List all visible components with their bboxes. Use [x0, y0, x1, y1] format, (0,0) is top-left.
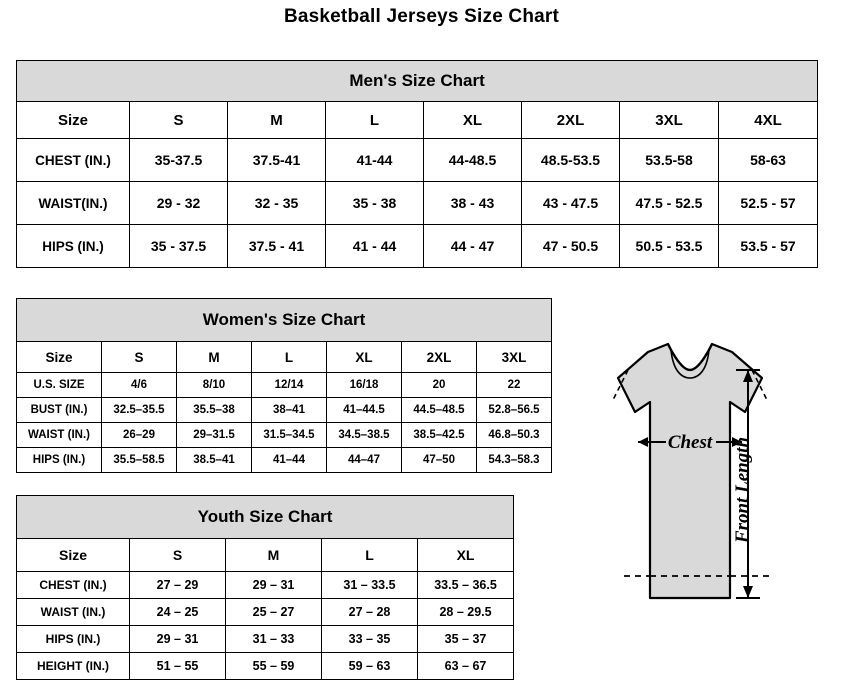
cell-waist-l: 35 - 38 — [326, 182, 424, 225]
mens-size-chart-table — [16, 60, 818, 268]
cell-hips-l: 41 - 44 — [326, 225, 424, 268]
cell-hips-s: 29 – 31 — [130, 626, 226, 653]
cell-hips-l: 41–44 — [252, 448, 327, 473]
table-row — [17, 398, 552, 423]
table-row — [17, 139, 818, 182]
row-label-chest: CHEST (IN.) — [17, 139, 130, 182]
cell-chest-s: 27 – 29 — [130, 572, 226, 599]
cell-ussize-xl: 16/18 — [327, 373, 402, 398]
col-header-l: L — [322, 539, 418, 572]
cell-height-s: 51 – 55 — [130, 653, 226, 680]
cell-waist-xl: 34.5–38.5 — [327, 423, 402, 448]
cell-hips-s: 35.5–58.5 — [102, 448, 177, 473]
cell-bust-m: 35.5–38 — [177, 398, 252, 423]
cell-height-l: 59 – 63 — [322, 653, 418, 680]
col-header-s: S — [130, 102, 228, 139]
womens-chart-title: Women's Size Chart — [17, 299, 552, 342]
row-label-waist: WAIST (IN.) — [17, 423, 102, 448]
cell-chest-2xl: 48.5-53.5 — [522, 139, 620, 182]
col-header-xl: XL — [424, 102, 522, 139]
youth-chart-title: Youth Size Chart — [17, 496, 514, 539]
cell-hips-l: 33 – 35 — [322, 626, 418, 653]
col-header-xl: XL — [418, 539, 514, 572]
cell-height-xl: 63 – 67 — [418, 653, 514, 680]
cell-ussize-3xl: 22 — [477, 373, 552, 398]
cell-hips-3xl: 50.5 - 53.5 — [620, 225, 719, 268]
col-header-3xl: 3XL — [477, 342, 552, 373]
cell-bust-3xl: 52.8–56.5 — [477, 398, 552, 423]
col-header-m: M — [228, 102, 326, 139]
cell-hips-xl: 44–47 — [327, 448, 402, 473]
table-row — [17, 448, 552, 473]
table-row — [17, 225, 818, 268]
row-label-us-size: U.S. SIZE — [17, 373, 102, 398]
col-header-2xl: 2XL — [402, 342, 477, 373]
col-header-m: M — [177, 342, 252, 373]
col-header-2xl: 2XL — [522, 102, 620, 139]
cell-hips-4xl: 53.5 - 57 — [719, 225, 818, 268]
table-header-row — [17, 342, 552, 373]
cell-bust-xl: 41–44.5 — [327, 398, 402, 423]
table-title-row — [17, 61, 818, 102]
cell-waist-s: 26–29 — [102, 423, 177, 448]
col-header-s: S — [102, 342, 177, 373]
cell-bust-s: 32.5–35.5 — [102, 398, 177, 423]
row-label-bust: BUST (IN.) — [17, 398, 102, 423]
chest-label: Chest — [667, 432, 713, 453]
row-label-hips: HIPS (IN.) — [17, 626, 130, 653]
cell-bust-2xl: 44.5–48.5 — [402, 398, 477, 423]
cell-chest-xl: 44-48.5 — [424, 139, 522, 182]
cell-hips-m: 38.5–41 — [177, 448, 252, 473]
front-length-label: Front Length — [732, 436, 753, 544]
cell-waist-m: 32 - 35 — [228, 182, 326, 225]
col-header-l: L — [326, 102, 424, 139]
table-row — [17, 423, 552, 448]
cell-height-m: 55 – 59 — [226, 653, 322, 680]
cell-ussize-l: 12/14 — [252, 373, 327, 398]
cell-ussize-s: 4/6 — [102, 373, 177, 398]
table-row — [17, 599, 514, 626]
cell-waist-m: 25 – 27 — [226, 599, 322, 626]
col-header-xl: XL — [327, 342, 402, 373]
cell-chest-l: 31 – 33.5 — [322, 572, 418, 599]
col-header-m: M — [226, 539, 322, 572]
cell-chest-m: 29 – 31 — [226, 572, 322, 599]
table-row — [17, 182, 818, 225]
table-row — [17, 572, 514, 599]
cell-chest-s: 35-37.5 — [130, 139, 228, 182]
cell-chest-l: 41-44 — [326, 139, 424, 182]
cell-waist-l: 27 – 28 — [322, 599, 418, 626]
table-title-row — [17, 299, 552, 342]
col-header-size: Size — [17, 539, 130, 572]
table-title-row — [17, 496, 514, 539]
table-row — [17, 373, 552, 398]
cell-waist-4xl: 52.5 - 57 — [719, 182, 818, 225]
table-row — [17, 626, 514, 653]
cell-waist-2xl: 43 - 47.5 — [522, 182, 620, 225]
page-title: Basketball Jerseys Size Chart — [283, 6, 560, 27]
cell-bust-l: 38–41 — [252, 398, 327, 423]
cell-hips-2xl: 47–50 — [402, 448, 477, 473]
cell-waist-m: 29–31.5 — [177, 423, 252, 448]
table-header-row — [17, 539, 514, 572]
cell-waist-3xl: 46.8–50.3 — [477, 423, 552, 448]
cell-waist-xl: 38 - 43 — [424, 182, 522, 225]
cell-waist-s: 24 – 25 — [130, 599, 226, 626]
col-header-size: Size — [17, 102, 130, 139]
mens-chart-title: Men's Size Chart — [17, 61, 818, 102]
cell-waist-2xl: 38.5–42.5 — [402, 423, 477, 448]
cell-waist-s: 29 - 32 — [130, 182, 228, 225]
jersey-measurement-diagram — [540, 330, 840, 675]
cell-ussize-m: 8/10 — [177, 373, 252, 398]
col-header-size: Size — [17, 342, 102, 373]
col-header-l: L — [252, 342, 327, 373]
table-row — [17, 653, 514, 680]
youth-size-chart-table — [16, 495, 514, 680]
row-label-chest: CHEST (IN.) — [17, 572, 130, 599]
cell-hips-3xl: 54.3–58.3 — [477, 448, 552, 473]
cell-chest-m: 37.5-41 — [228, 139, 326, 182]
row-label-waist: WAIST (IN.) — [17, 599, 130, 626]
cell-hips-2xl: 47 - 50.5 — [522, 225, 620, 268]
cell-hips-m: 31 – 33 — [226, 626, 322, 653]
row-label-height: HEIGHT (IN.) — [17, 653, 130, 680]
row-label-hips: HIPS (IN.) — [17, 225, 130, 268]
cell-ussize-2xl: 20 — [402, 373, 477, 398]
cell-waist-l: 31.5–34.5 — [252, 423, 327, 448]
cell-chest-xl: 33.5 – 36.5 — [418, 572, 514, 599]
row-label-waist: WAIST(IN.) — [17, 182, 130, 225]
cell-hips-s: 35 - 37.5 — [130, 225, 228, 268]
cell-hips-m: 37.5 - 41 — [228, 225, 326, 268]
cell-hips-xl: 44 - 47 — [424, 225, 522, 268]
cell-chest-3xl: 53.5-58 — [620, 139, 719, 182]
col-header-s: S — [130, 539, 226, 572]
cell-chest-4xl: 58-63 — [719, 139, 818, 182]
row-label-hips: HIPS (IN.) — [17, 448, 102, 473]
cell-hips-xl: 35 – 37 — [418, 626, 514, 653]
cell-waist-3xl: 47.5 - 52.5 — [620, 182, 719, 225]
col-header-3xl: 3XL — [620, 102, 719, 139]
womens-size-chart-table — [16, 298, 552, 473]
col-header-4xl: 4XL — [719, 102, 818, 139]
table-header-row — [17, 102, 818, 139]
cell-waist-xl: 28 – 29.5 — [418, 599, 514, 626]
